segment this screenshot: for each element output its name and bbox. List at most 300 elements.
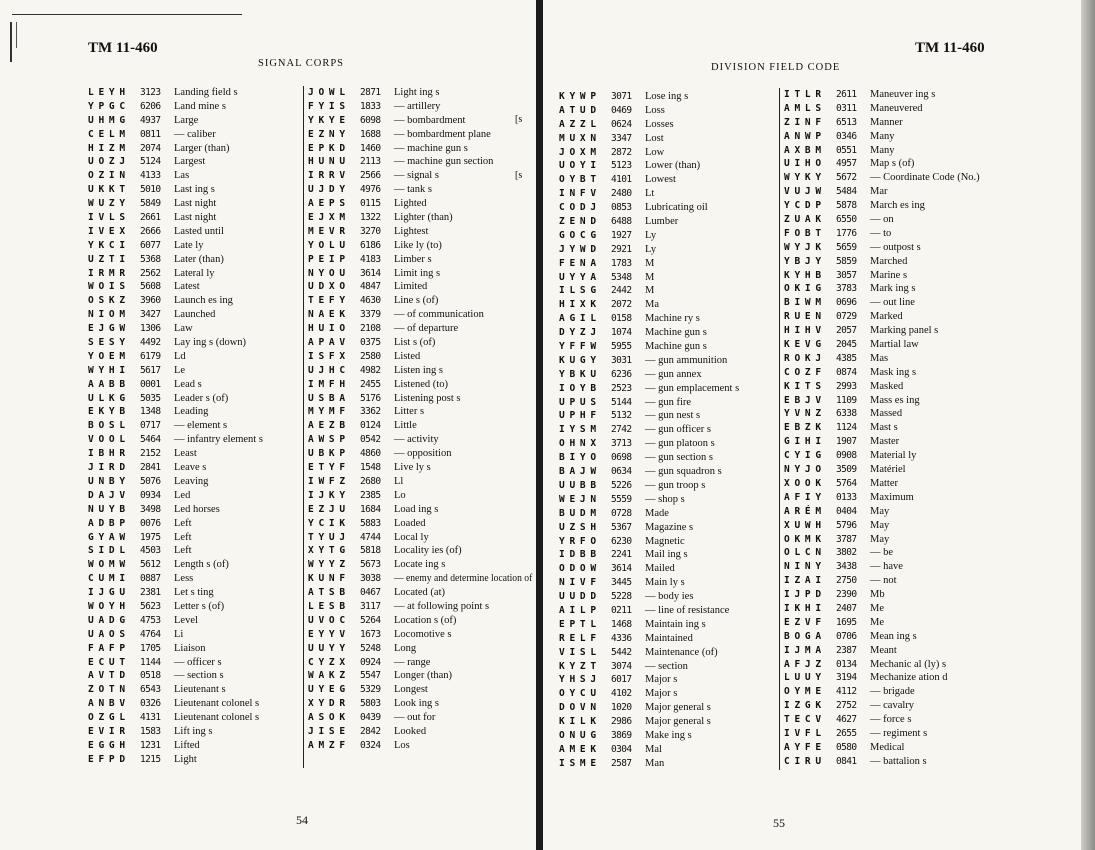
code-entry: [784, 324, 1014, 338]
code-meaning: — infantry element s: [174, 434, 263, 446]
code-number: 1673: [360, 628, 381, 640]
code-entry: [308, 531, 532, 545]
code-group: Y C I K: [308, 517, 345, 529]
code-meaning: Major s: [645, 674, 678, 686]
code-entry: [784, 602, 1014, 616]
code-number: 5672: [836, 172, 857, 184]
code-entry: [784, 685, 1014, 699]
code-number: 2057: [836, 325, 857, 337]
code-number: 3031: [611, 354, 632, 366]
code-group: C I R U: [784, 755, 821, 767]
code-entry: [559, 201, 773, 215]
code-meaning: Major general s: [645, 702, 711, 714]
code-entry: [559, 479, 773, 493]
code-group: Z I N F: [784, 116, 821, 128]
code-number: 5010: [140, 184, 161, 196]
code-meaning: — range: [394, 656, 431, 668]
code-group: K U N F: [308, 573, 345, 585]
code-number: 4492: [140, 337, 161, 349]
code-group: U N B Y: [88, 475, 125, 487]
code-group: Z U A K: [784, 214, 821, 226]
code-meaning: Magazine s: [645, 521, 694, 533]
code-group: E P K D: [308, 142, 345, 154]
code-group: K U G Y: [559, 354, 596, 366]
code-number: 2872: [611, 146, 632, 158]
code-meaning: Longest: [394, 684, 428, 696]
page-header: TM 11-460: [88, 40, 158, 56]
code-number: 5617: [140, 364, 161, 376]
code-entry: [88, 100, 300, 114]
code-entry: [308, 475, 532, 489]
code-number: 0439: [360, 712, 381, 724]
code-meaning: Maintained: [645, 632, 693, 644]
code-number: 0542: [360, 434, 381, 446]
code-meaning: — on: [870, 214, 894, 226]
code-meaning: Man: [645, 757, 665, 769]
code-entry: [559, 90, 773, 104]
code-number: 5144: [611, 396, 632, 408]
code-entry: [88, 697, 300, 711]
code-meaning: Local ly: [394, 531, 429, 543]
code-group: W E J N: [559, 493, 596, 505]
code-meaning: Larger (than): [174, 142, 230, 154]
code-group: Y B J Y: [784, 255, 821, 267]
code-entry: [559, 604, 773, 618]
code-group: K Y H B: [784, 269, 821, 281]
code-meaning: Lateral ly: [174, 267, 215, 279]
code-entry: [308, 517, 532, 531]
code-meaning: Let s ting: [174, 587, 214, 599]
code-number: 5849: [140, 198, 161, 210]
code-meaning: Maneuver ing s: [870, 89, 936, 100]
code-entry: [559, 590, 773, 604]
code-group: O N U G: [559, 729, 596, 741]
code-entry: [559, 215, 773, 229]
code-group: O K M K: [784, 533, 821, 545]
code-group: B O G A: [784, 630, 821, 642]
code-meaning: — gun ammunition: [645, 354, 728, 366]
code-meaning: Many: [870, 130, 895, 142]
code-meaning: May: [870, 533, 890, 545]
code-entry: [784, 130, 1014, 144]
code-number: 2108: [360, 323, 381, 335]
code-number: 2871: [360, 87, 381, 98]
code-number: 5464: [140, 434, 161, 446]
code-group: H U I O: [308, 323, 345, 335]
code-entry: [308, 503, 532, 517]
code-group: J O W L: [308, 87, 345, 98]
code-group: I V F L: [784, 727, 821, 739]
code-group: K Y W P: [559, 91, 596, 102]
code-entry: [308, 239, 532, 253]
code-entry: [308, 350, 532, 364]
code-meaning: — caliber: [174, 128, 216, 140]
code-meaning: Last night: [174, 212, 217, 224]
code-number: 0326: [140, 698, 161, 710]
code-number: 6186: [360, 239, 381, 251]
code-number: 4133: [140, 170, 161, 182]
code-entry: [308, 225, 532, 239]
code-meaning: Lieutenant colonel s: [174, 698, 260, 710]
code-number: 5659: [836, 241, 857, 253]
code-meaning: — battalion s: [870, 755, 927, 767]
code-meaning: Lo: [394, 489, 406, 501]
code-number: 1688: [360, 128, 381, 140]
code-group: E Z J U: [308, 503, 345, 515]
code-entry: [784, 519, 1014, 533]
code-number: 5348: [611, 271, 632, 283]
code-meaning: Limber s: [394, 253, 432, 265]
code-entry: [88, 364, 300, 378]
code-meaning: Little: [394, 420, 417, 432]
code-entry: [88, 489, 300, 503]
code-number: 1144: [140, 656, 161, 668]
code-meaning: Leave s: [174, 462, 207, 474]
code-number: 2742: [611, 424, 632, 436]
code-meaning: Look ing s: [394, 698, 439, 710]
code-entry: [784, 630, 1014, 644]
code-meaning: Mar: [870, 186, 888, 198]
code-meaning: Longer (than): [394, 670, 453, 682]
code-group: O Y M E: [784, 686, 821, 698]
code-number: 3960: [140, 295, 161, 307]
code-group: J I R D: [88, 462, 125, 474]
code-meaning: Line s (of): [394, 295, 439, 307]
code-meaning: Low: [645, 146, 665, 158]
left-page: [0, 0, 536, 850]
code-meaning: — of departure: [394, 323, 459, 335]
code-meaning: Magnetic: [645, 535, 685, 547]
code-group: Y O L U: [308, 239, 345, 251]
code-entry: [88, 86, 300, 100]
code-meaning: — force s: [870, 714, 912, 726]
code-number: 0924: [360, 656, 381, 668]
code-group: M Y M F: [308, 406, 345, 418]
code-meaning: — out for: [394, 712, 436, 724]
code-column: [308, 86, 532, 753]
code-number: 3057: [836, 269, 857, 281]
code-number: 0729: [836, 311, 857, 323]
code-group: E J X M: [308, 212, 345, 224]
code-entry: [308, 405, 532, 419]
code-entry: [784, 213, 1014, 227]
code-number: 2661: [140, 212, 161, 224]
code-entry: [308, 739, 532, 753]
code-group: A M L S: [784, 102, 821, 114]
code-entry: [784, 282, 1014, 296]
code-meaning: May: [870, 519, 890, 531]
code-meaning: — be: [870, 547, 894, 559]
code-meaning: — body ies: [645, 591, 694, 603]
code-group: C Y I G: [784, 450, 821, 462]
code-column: [784, 88, 1014, 769]
code-group: K I T S: [784, 380, 821, 392]
code-group: K Y Z T: [559, 660, 596, 672]
code-number: 3427: [140, 309, 161, 321]
code-entry: [88, 475, 300, 489]
code-number: 2455: [360, 378, 381, 390]
code-number: 3194: [836, 672, 857, 684]
code-group: G Y A W: [88, 531, 125, 543]
code-entry: [784, 380, 1014, 394]
code-meaning: Lose ing s: [645, 91, 689, 102]
code-entry: [784, 185, 1014, 199]
code-number: 1124: [836, 422, 857, 434]
code-group: A V T D: [88, 670, 125, 682]
code-number: 0717: [140, 420, 161, 432]
code-entry: [784, 116, 1014, 130]
code-group: K I L K: [559, 716, 596, 728]
code-group: Y C D P: [784, 200, 821, 212]
code-number: 2680: [360, 475, 381, 487]
code-group: O D O W: [559, 563, 596, 575]
code-number: 2407: [836, 602, 857, 614]
code-entry: [559, 271, 773, 285]
code-entry: [559, 729, 773, 743]
code-entry: [784, 269, 1014, 283]
code-number: 4744: [360, 531, 381, 543]
code-group: U Y Y A: [559, 271, 596, 283]
code-group: A E P S: [308, 198, 345, 210]
code-entry: [559, 173, 773, 187]
code-meaning: Listed: [394, 350, 421, 362]
code-entry: [88, 558, 300, 572]
code-meaning: Letter s (of): [174, 600, 225, 612]
code-entry: [88, 128, 300, 142]
code-number: 5264: [360, 614, 381, 626]
code-number: 2523: [611, 382, 632, 394]
code-group: W Y H I: [88, 364, 125, 376]
code-meaning: Listened (to): [394, 378, 448, 390]
code-group: A M E K: [559, 743, 596, 755]
code-group: S E S Y: [88, 337, 125, 349]
code-number: 4112: [836, 686, 857, 698]
code-meaning: Live ly s: [394, 462, 431, 474]
code-group: A F J Z: [784, 658, 821, 670]
code-entry: [308, 86, 532, 100]
code-entry: [784, 366, 1014, 380]
code-entry: [308, 447, 532, 461]
code-group: X Y D R: [308, 698, 345, 710]
page-number: 54: [296, 813, 308, 827]
code-group: I T L R: [784, 89, 821, 100]
code-meaning: Limited: [394, 281, 428, 293]
code-number: 4503: [140, 545, 161, 557]
code-number: 6077: [140, 239, 161, 251]
code-entry: [88, 433, 300, 447]
code-meaning: — shop s: [645, 493, 685, 505]
code-number: 1705: [140, 642, 161, 654]
code-group: E P T L: [559, 618, 596, 630]
code-meaning: Mailed: [645, 563, 675, 575]
code-entry: [308, 642, 532, 656]
code-entry: [784, 435, 1014, 449]
code-number: 3117: [360, 600, 381, 612]
code-meaning: Made: [645, 507, 669, 519]
code-number: 0934: [140, 489, 161, 501]
code-meaning: Long: [394, 642, 417, 654]
code-entry: [88, 322, 300, 336]
code-meaning: Losses: [645, 118, 674, 130]
code-number: 0853: [611, 202, 632, 214]
code-meaning: Latest: [174, 281, 200, 293]
code-entry: [88, 405, 300, 419]
code-group: U K K T: [88, 184, 125, 196]
code-meaning: Launch es ing: [174, 295, 233, 307]
code-number: 3071: [611, 91, 632, 102]
code-group: O Z G L: [88, 712, 125, 724]
code-group: W U Z Y: [88, 198, 125, 210]
top-rule: [12, 14, 242, 15]
code-entry: [784, 449, 1014, 463]
code-number: 4336: [611, 632, 632, 644]
code-number: 2587: [611, 757, 632, 769]
code-meaning: Least: [174, 448, 197, 460]
code-entry: [88, 239, 300, 253]
code-meaning: — bombardment: [394, 114, 466, 126]
code-number: 2152: [140, 448, 161, 460]
code-number: 5608: [140, 281, 161, 293]
code-entry: [559, 687, 773, 701]
code-number: 6179: [140, 350, 161, 362]
code-group: Y K C I: [88, 239, 125, 251]
code-entry: [559, 243, 773, 257]
code-number: 5818: [360, 545, 381, 557]
code-entry: [308, 614, 532, 628]
code-group: A S O K: [308, 712, 345, 724]
code-meaning: — cavalry: [870, 700, 915, 712]
code-group: A F I Y: [784, 491, 821, 503]
code-meaning: Material ly: [870, 450, 917, 462]
code-group: U U Y Y: [308, 642, 345, 654]
code-group: U J D Y: [308, 184, 345, 196]
stray-mark: [s: [515, 170, 523, 181]
code-number: 5368: [140, 253, 161, 265]
code-group: Z O T N: [88, 684, 125, 696]
code-number: 5228: [611, 591, 632, 603]
code-group: F O B T: [784, 227, 821, 239]
code-number: 5796: [836, 519, 857, 531]
code-meaning: — tank s: [394, 184, 432, 196]
code-meaning: Loaded: [394, 517, 426, 529]
code-entry: [308, 697, 532, 711]
code-meaning: Lay ing s (down): [174, 337, 247, 349]
code-column: [88, 86, 300, 767]
code-entry: [784, 477, 1014, 491]
code-number: 3614: [360, 267, 381, 279]
code-meaning: Many: [870, 144, 895, 156]
code-entry: [559, 257, 773, 271]
code-number: 1583: [140, 725, 161, 737]
code-meaning: Medical: [870, 741, 905, 753]
code-entry: [784, 421, 1014, 435]
code-group: X U W H: [784, 519, 821, 531]
code-entry: [88, 531, 300, 545]
code-group: A W S P: [308, 434, 345, 446]
code-entry: [784, 755, 1014, 769]
code-group: J O X M: [559, 146, 596, 158]
code-number: 5442: [611, 646, 632, 658]
code-group: E Z V F: [784, 616, 821, 628]
code-entry: [559, 535, 773, 549]
code-number: 6230: [611, 535, 632, 547]
code-number: 3614: [611, 563, 632, 575]
code-meaning: — enemy and determine location of: [394, 573, 533, 585]
code-entry: [784, 88, 1014, 102]
code-group: W Y K Y: [784, 172, 821, 184]
code-number: 1907: [836, 436, 857, 448]
code-meaning: Map s (of): [870, 158, 915, 170]
code-group: I R R V: [308, 170, 345, 182]
code-number: 0706: [836, 630, 857, 642]
code-entry: [559, 132, 773, 146]
code-number: 1776: [836, 227, 857, 239]
code-group: E V I R: [88, 725, 125, 737]
code-entry: [88, 294, 300, 308]
code-entry: [88, 378, 300, 392]
code-meaning: — machine gun s: [394, 142, 468, 154]
code-group: G O C G: [559, 229, 596, 241]
binding-mark: [10, 22, 12, 62]
code-number: 1468: [611, 618, 632, 630]
code-meaning: Lasted until: [174, 225, 224, 237]
code-number: 2072: [611, 299, 632, 311]
code-meaning: Lighter (than): [394, 212, 453, 224]
code-meaning: — officer s: [174, 656, 222, 668]
code-number: 3509: [836, 464, 857, 476]
code-group: D O V N: [559, 702, 596, 714]
code-meaning: Mask ing s: [870, 366, 917, 378]
code-number: 1348: [140, 406, 161, 418]
code-meaning: — artillery: [394, 100, 441, 112]
code-group: I S F X: [308, 350, 345, 362]
code-meaning: Massed: [870, 408, 903, 420]
code-meaning: Lightest: [394, 225, 429, 237]
code-group: U O Y I: [559, 160, 596, 172]
code-number: 3379: [360, 309, 381, 321]
code-group: U Z T I: [88, 253, 125, 265]
code-number: 5547: [360, 670, 381, 682]
code-number: 0728: [611, 507, 632, 519]
code-number: 3869: [611, 729, 632, 741]
code-meaning: — have: [870, 561, 903, 573]
code-group: N Y O U: [308, 267, 345, 279]
code-group: I N F V: [559, 188, 596, 200]
code-group: M E V R: [308, 225, 345, 237]
code-entry: [88, 461, 300, 475]
code-entry: [308, 100, 532, 114]
code-group: R U E N: [784, 311, 821, 323]
code-entry: [308, 378, 532, 392]
binding-mark: [16, 22, 17, 48]
code-meaning: Meant: [870, 644, 897, 656]
code-entry: [784, 199, 1014, 213]
code-group: L E Y H: [88, 87, 125, 98]
code-group: D Y Z J: [559, 327, 596, 339]
code-meaning: — gun squadron s: [645, 466, 722, 478]
code-meaning: Leaving: [174, 475, 209, 487]
code-group: U Y E G: [308, 684, 345, 696]
running-title: DIVISION FIELD CODE: [711, 62, 841, 73]
code-number: 2113: [360, 156, 381, 168]
code-meaning: Load ing s: [394, 503, 439, 515]
code-meaning: Last ing s: [174, 184, 215, 196]
code-meaning: Mechanic al (ly) s: [870, 658, 947, 670]
code-number: 5035: [140, 392, 161, 404]
code-meaning: Limit ing s: [394, 267, 441, 279]
code-meaning: Leading: [174, 406, 209, 418]
code-number: 2566: [360, 170, 381, 182]
